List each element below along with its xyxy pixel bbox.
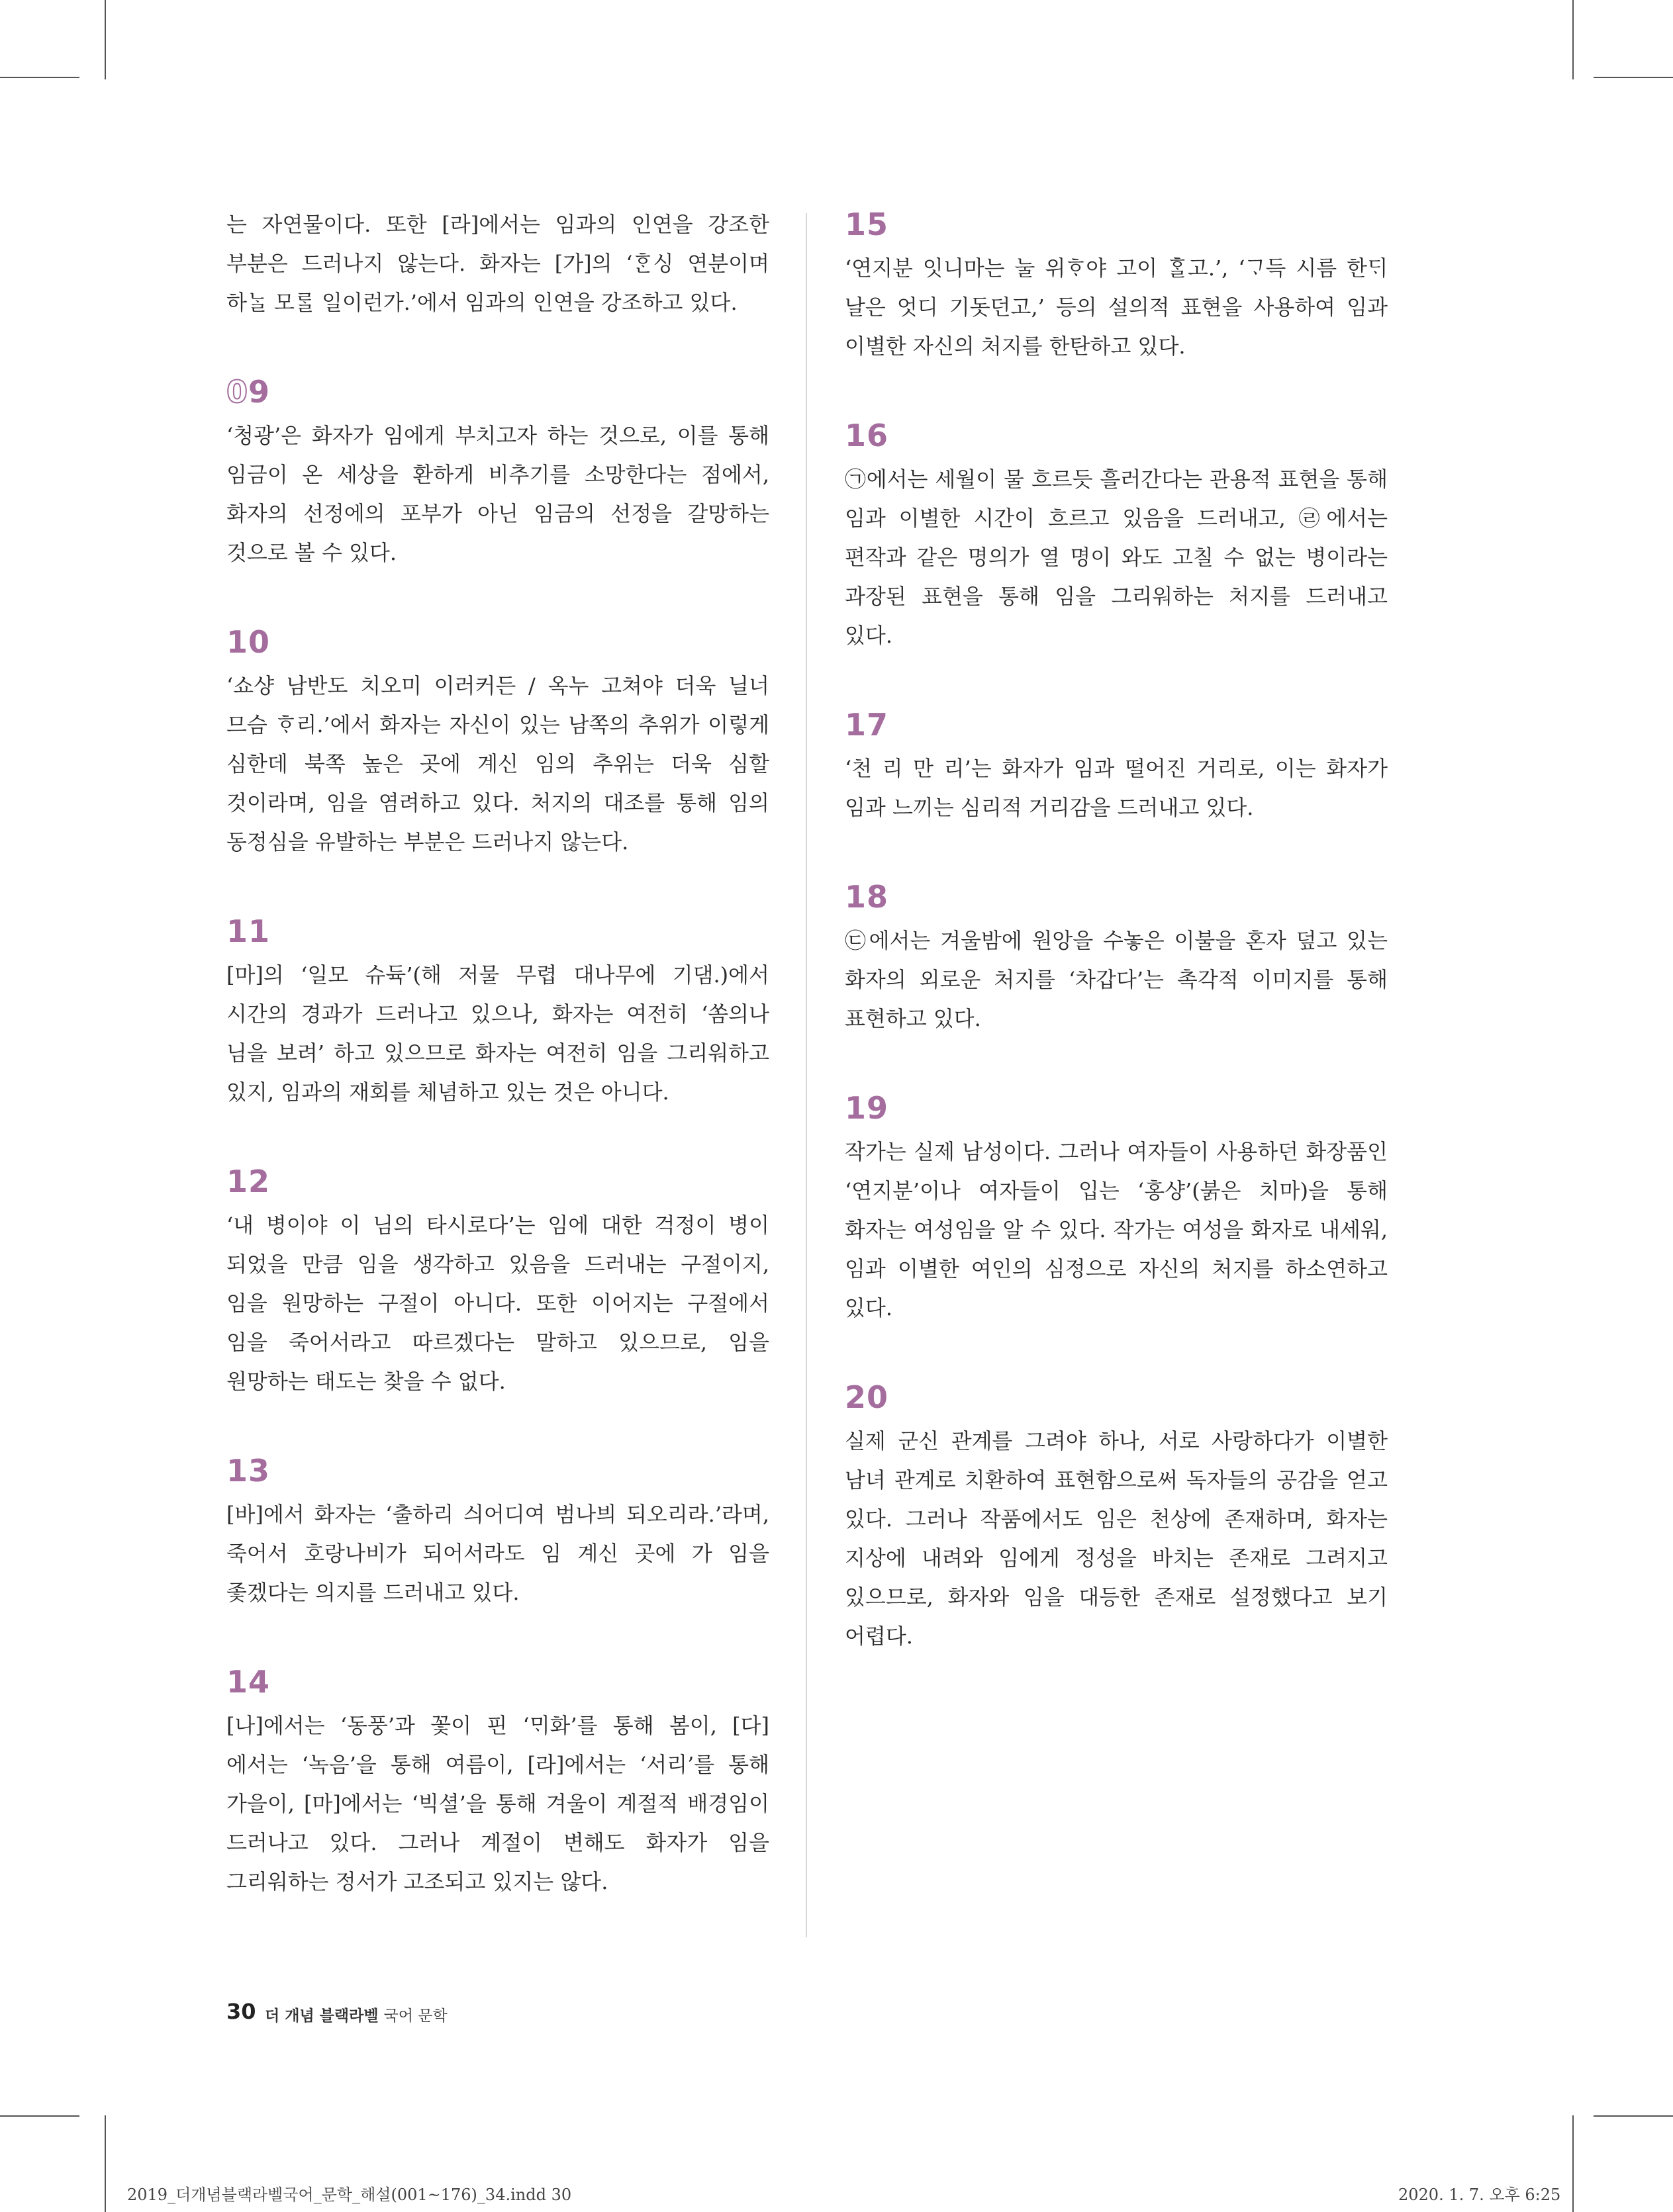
- answer-18: [845, 878, 1388, 1038]
- answer-text: ‘연지분 잇니마는 눌 위ᄒᆞ야 고이 ᄒᆞᆯ고.’, ‘ᄀᆞ득 시름 한ᄃᆡ 날은 엇디 기돗던고,’ 등의 설의적 표현을 사용하여 임과 이별한 자신의 처지를 한탄하고 있다.: [845, 255, 1388, 359]
- crop-mark: [105, 0, 106, 79]
- subject-text: 국어 문학: [383, 2007, 448, 2025]
- answer-16: [845, 416, 1388, 655]
- answer-text: ‘내 병이야 이 님의 타시로다’는 임에 대한 걱정이 병이 되었을 만큼 임을 생각하고 있음을 드러내는 구절이지, 임을 원망하는 구절이 아니다. 또한 이어지는 구절에서 임을 죽어서라고 따르겠다는 말하고 있으므로, 임을 원망하는 태도는 찾을 수 없다.: [226, 1213, 769, 1394]
- answer-text: ‘쇼샹 남반도 치오미 이러커든 / 옥누 고쳐야 더욱 닐너 므슴 ᄒᆞ리.’에서 화자는 자신이 있는 남쪽의 추위가 이렇게 심한데 북쪽 높은 곳에 계신 임의 추위는 더욱 심할 것이라며, 임을 염려하고 있다. 처지의 대조를 통해 임의 동정심을 유발하는 부분은 드러나지 않는다.: [226, 673, 769, 854]
- question-number: 20: [845, 1379, 889, 1415]
- answer-text: [나]에서는 ‘동풍’과 꽃이 핀 ‘ᄆᆡ화’를 통해 봄이, [다]에서는 ‘녹음’을 통해 여름이, [라]에서는 ‘서리’를 통해 가을이, [마]에서는 ‘빅셜’을 통해 겨울이 계절적 배경임이 드러나고 있다. 그러나 계절이 변해도 화자가 임을 그리워하는 정서가 고조되고 있지는 않다.: [226, 1713, 769, 1894]
- answer-09: [226, 373, 769, 573]
- answer-text: ‘청광’은 화자가 임에게 부치고자 하는 것으로, 이를 통해 임금이 온 세상을 환하게 비추기를 소망한다는 점에서, 화자의 선정에의 포부가 아닌 임금의 선정을 갈망하는 것으로 볼 수 있다.: [226, 423, 769, 565]
- answer-14: [226, 1663, 769, 1902]
- question-number: 10: [226, 624, 271, 660]
- crop-mark: [1594, 2115, 1673, 2117]
- question-number: 12: [226, 1164, 271, 1199]
- answer-13: [226, 1452, 769, 1612]
- question-number: 14: [226, 1664, 271, 1700]
- answer-text: 작가는 실제 남성이다. 그러나 여자들이 사용하던 화장품인 ‘연지분’이나 여자들이 입는 ‘홍샹’(붉은 치마)을 통해 화자는 여성임을 알 수 있다. 작가는 여성을 화자로 내세워, 임과 이별한 여인의 심정으로 자신의 처지를 하소연하고 있다.: [845, 1139, 1388, 1320]
- question-number: 17: [845, 707, 889, 743]
- print-slug-date: 2020. 1. 7. 오후 6:25: [1398, 2186, 1561, 2204]
- right-column: [845, 205, 1388, 1706]
- answer-text: 는 자연물이다. 또한 [라]에서는 임과의 인연을 강조한 부분은 드러나지 않는다. 화자는 [가]의 ‘ᄒᆞᆫ싱 연분이며 하ᄂᆞᆯ 모ᄅᆞᆯ 일이런가.’에서 임과의 인연을 강조하고 있다.: [226, 212, 769, 315]
- page-number: 30: [226, 1999, 256, 2024]
- answer-text: [마]의 ‘일모 슈듁’(해 저물 무렵 대나무에 기댐.)에서 시간의 경과가 드러나고 있으나, 화자는 여전히 ‘쏨의나 님을 보려’ 하고 있으므로 화자는 여전히 임을 그리워하고 있지, 임과의 재회를 체념하고 있는 것은 아니다.: [226, 962, 769, 1105]
- question-number: 18: [845, 879, 889, 915]
- question-number: 15: [845, 207, 889, 242]
- question-number: 09: [226, 374, 271, 410]
- question-number: 11: [226, 913, 271, 949]
- question-number: 13: [226, 1453, 271, 1489]
- crop-mark: [105, 2115, 106, 2212]
- question-number: 16: [845, 418, 889, 453]
- book-title: [265, 2004, 448, 2025]
- answer-12: [226, 1162, 769, 1401]
- crop-mark: [0, 2115, 79, 2117]
- answer-10: [226, 623, 769, 862]
- crop-mark: [1594, 77, 1673, 78]
- question-number: 19: [845, 1090, 889, 1126]
- answer-continuation: [226, 205, 769, 322]
- column-divider: [806, 213, 807, 1937]
- answer-text: ㉢에서는 겨울밤에 원앙을 수놓은 이불을 혼자 덮고 있는 화자의 외로운 처지를 ‘차갑다’는 촉각적 이미지를 통해 표현하고 있다.: [845, 928, 1388, 1031]
- answer-15: [845, 205, 1388, 366]
- answer-19: [845, 1089, 1388, 1328]
- answer-11: [226, 912, 769, 1112]
- left-column: [226, 205, 769, 1952]
- crop-mark: [1572, 2115, 1574, 2212]
- answer-text: ㉠에서는 세월이 물 흐르듯 흘러간다는 관용적 표현을 통해 임과 이별한 시간이 흐르고 있음을 드러내고, ㉣에서는 편작과 같은 명의가 열 명이 와도 고칠 수 없는 병이라는 과장된 표현을 통해 임을 그리워하는 처지를 드러내고 있다.: [845, 467, 1388, 648]
- answer-text: ‘천 리 만 리’는 화자가 임과 떨어진 거리로, 이는 화자가 임과 느끼는 심리적 거리감을 드러내고 있다.: [845, 756, 1388, 820]
- answer-17: [845, 706, 1388, 827]
- answer-text: [바]에서 화자는 ‘출하리 싀어디여 범나븨 되오리라.’라며, 죽어서 호랑나비가 되어서라도 임 계신 곳에 가 임을 좇겠다는 의지를 드러내고 있다.: [226, 1502, 769, 1605]
- print-slug-file: 2019_더개념블랙라벨국어_문학_해설(001~176)_34.indd 30: [127, 2186, 572, 2204]
- book-title-text: 더 개념 블랙라벨: [265, 2007, 379, 2025]
- crop-mark: [0, 77, 79, 78]
- crop-mark: [1572, 0, 1574, 79]
- answer-20: [845, 1378, 1388, 1656]
- answer-text: 실제 군신 관계를 그려야 하나, 서로 사랑하다가 이별한 남녀 관계로 치환하여 표현함으로써 독자들의 공감을 얻고 있다. 그러나 작품에서도 임은 천상에 존재하며, 화자는 지상에 내려와 임에게 정성을 바치는 존재로 그려지고 있으므로, 화자와 임을 대등한 존재로 설정했다고 보기 어렵다.: [845, 1428, 1388, 1649]
